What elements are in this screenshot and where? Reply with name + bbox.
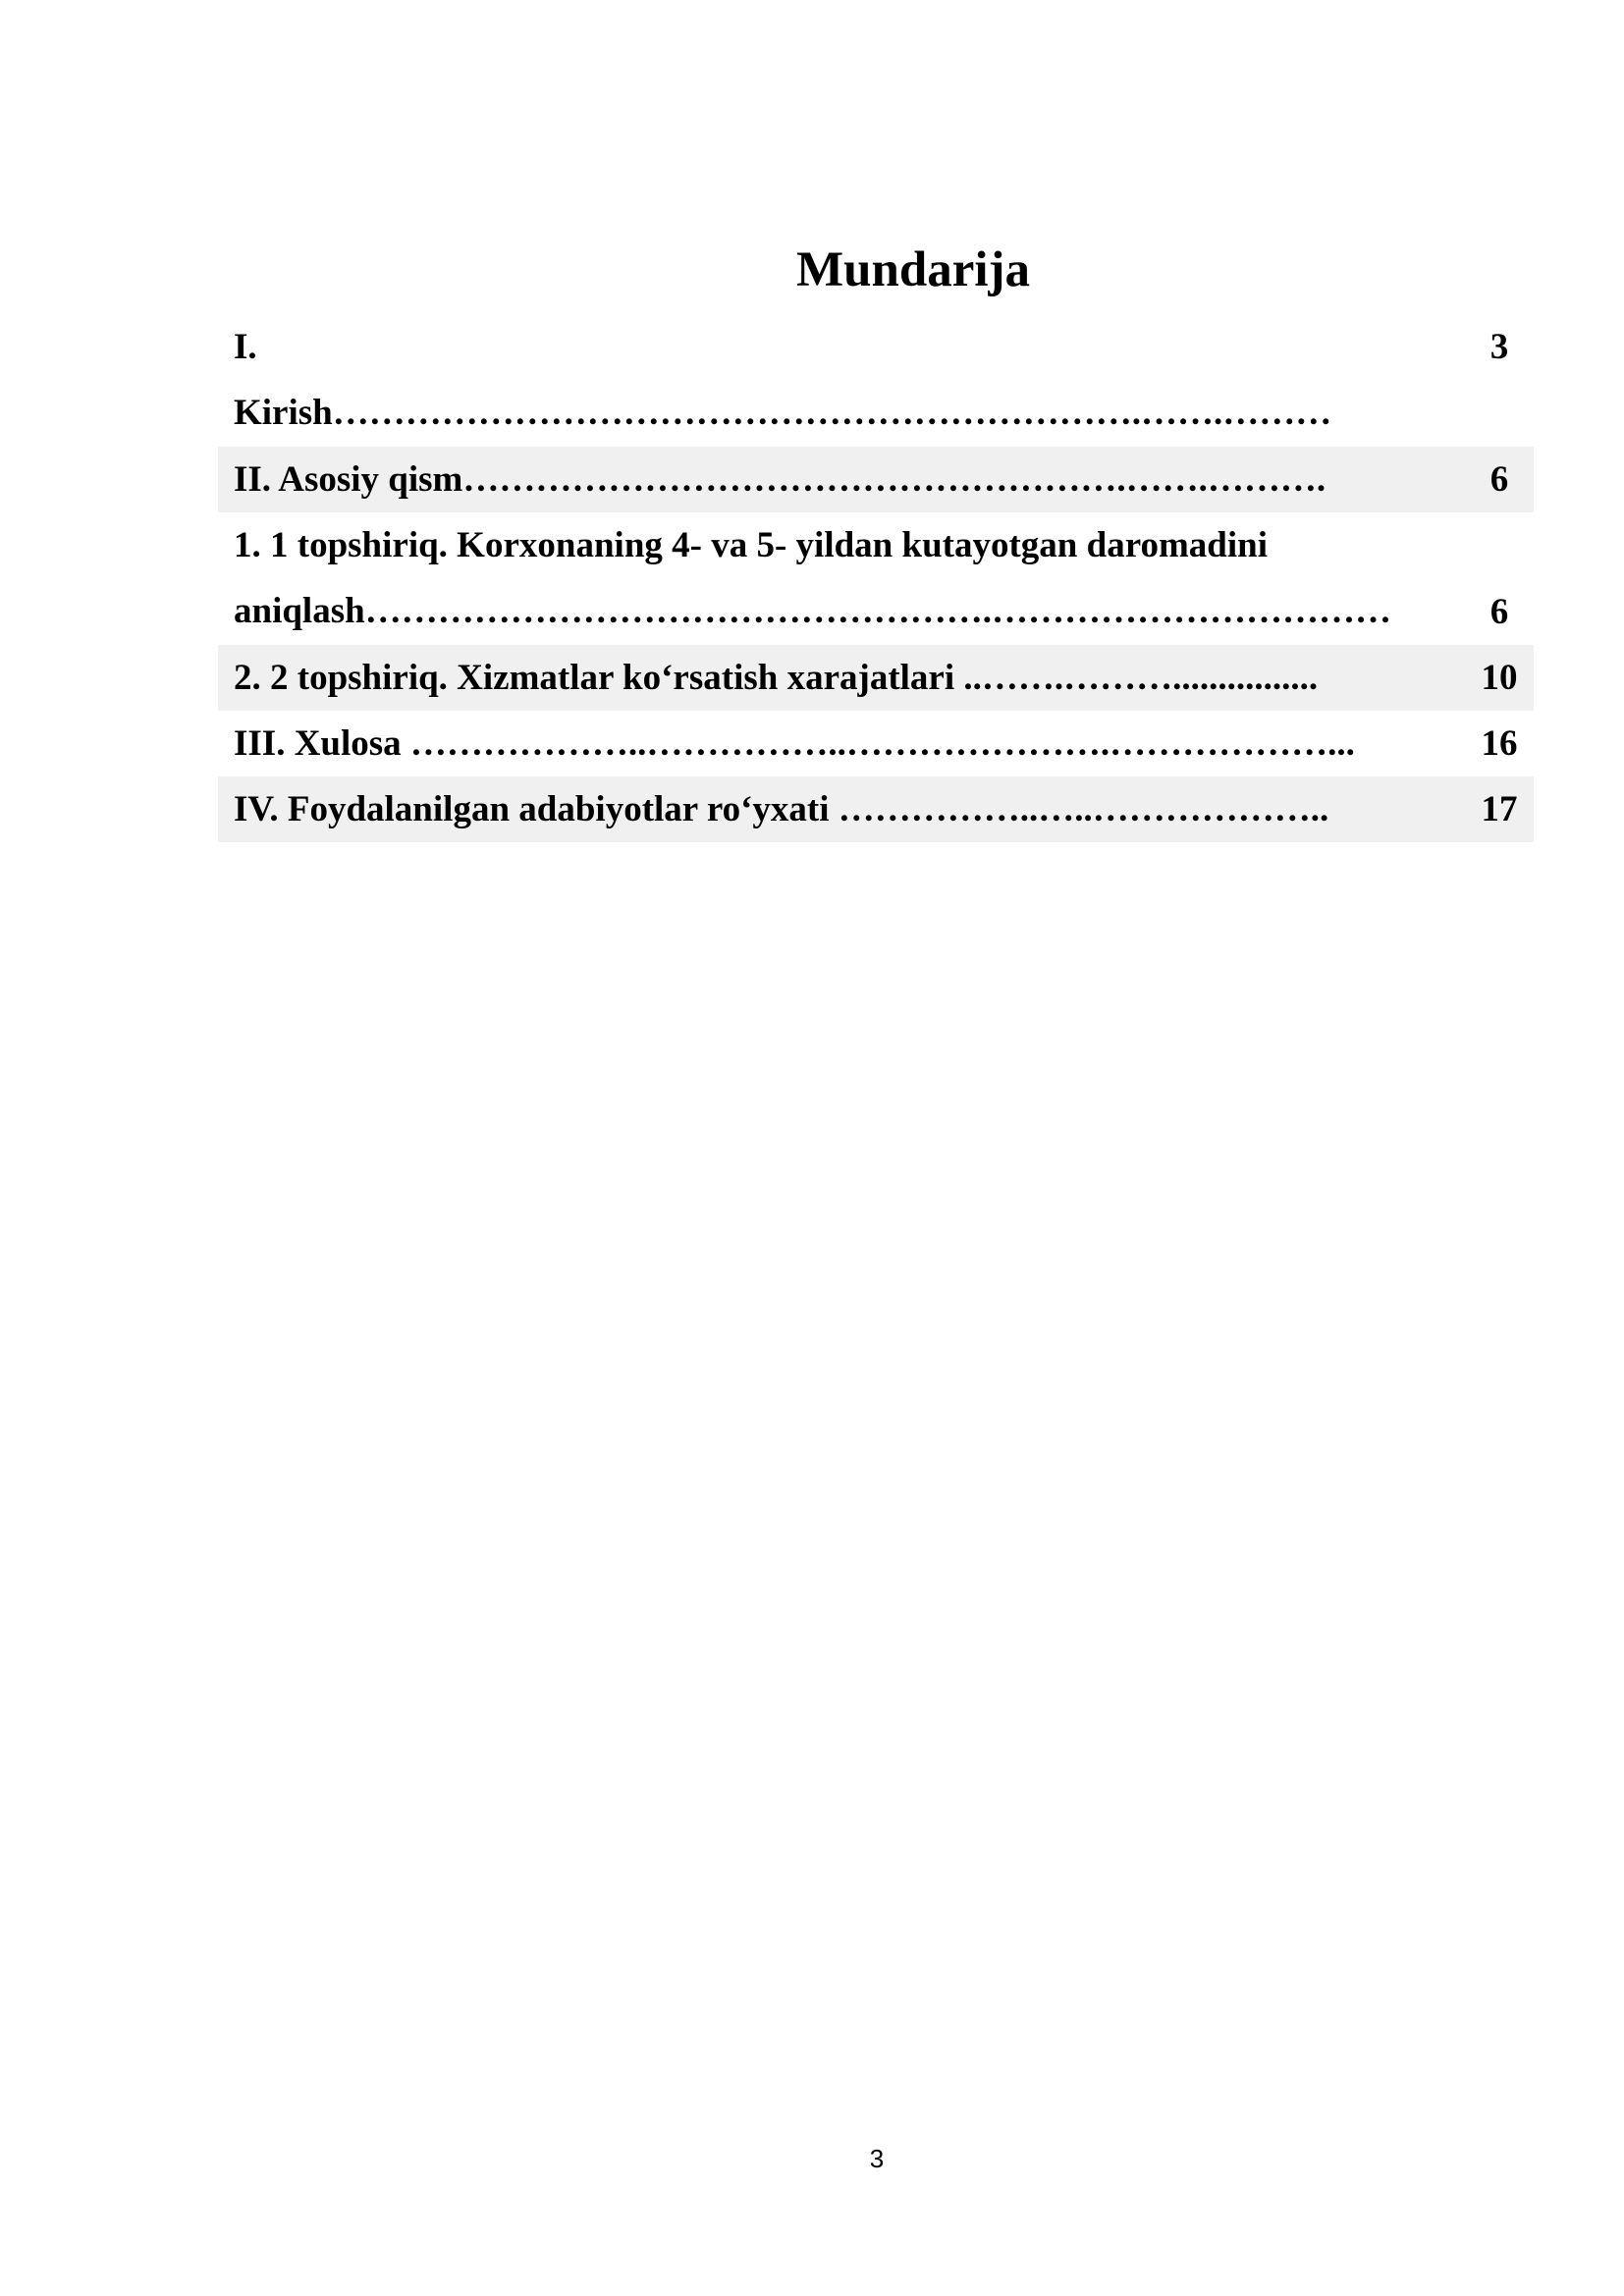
toc-entry-kirish bbox=[218, 314, 1534, 447]
toc-page-number: 3 bbox=[1489, 327, 1509, 367]
toc-entry-text bbox=[218, 711, 1441, 776]
toc-entry-line: 1. 1 topshiriq. Korxonaning 4- va 5- yildan kutayotgan daromadini bbox=[234, 525, 1269, 565]
toc-entry-line: III. Xulosa ………………..……………..………………….………………... bbox=[234, 723, 1355, 764]
toc-entry-line: aniqlash…………………………………………….…………………………… bbox=[234, 591, 1391, 631]
toc-page-number: 6 bbox=[1489, 459, 1509, 500]
toc-entry-line: 2. 2 topshiriq. Xizmatlar ko‘rsatish xarajatlari ..…….………................ bbox=[234, 658, 1319, 698]
table-of-contents bbox=[218, 314, 1534, 842]
toc-entry-topshiriq-2 bbox=[218, 645, 1534, 711]
toc-entry-text bbox=[218, 776, 1441, 842]
toc-page-number: 17 bbox=[1481, 789, 1518, 829]
toc-entry-line: IV. Foydalanilgan adabiyotlar ro‘yxati ……………..…..……………….. bbox=[234, 789, 1329, 829]
toc-entry-text bbox=[218, 447, 1441, 512]
toc-entry-line: Kirish………………………………………………………….…….……… bbox=[234, 393, 1332, 433]
toc-page-number: 16 bbox=[1481, 723, 1518, 764]
toc-entry-asosiy-qism bbox=[218, 447, 1534, 512]
toc-entry-adabiyotlar bbox=[218, 776, 1534, 842]
page-title: Mundarija bbox=[795, 242, 1031, 297]
page-number: 3 bbox=[869, 2144, 885, 2173]
toc-entry-text bbox=[218, 314, 1441, 446]
toc-entry-text bbox=[218, 512, 1441, 644]
toc-entry-line: I. bbox=[234, 327, 257, 367]
toc-page-number: 6 bbox=[1489, 592, 1509, 632]
toc-entry-text bbox=[218, 645, 1441, 711]
toc-entry-line: II. Asosiy qism……………………………………………….…….………. bbox=[234, 459, 1326, 500]
toc-entry-topshiriq-1 bbox=[218, 512, 1534, 645]
toc-entry-xulosa bbox=[218, 711, 1534, 776]
toc-page-number: 10 bbox=[1481, 658, 1518, 698]
